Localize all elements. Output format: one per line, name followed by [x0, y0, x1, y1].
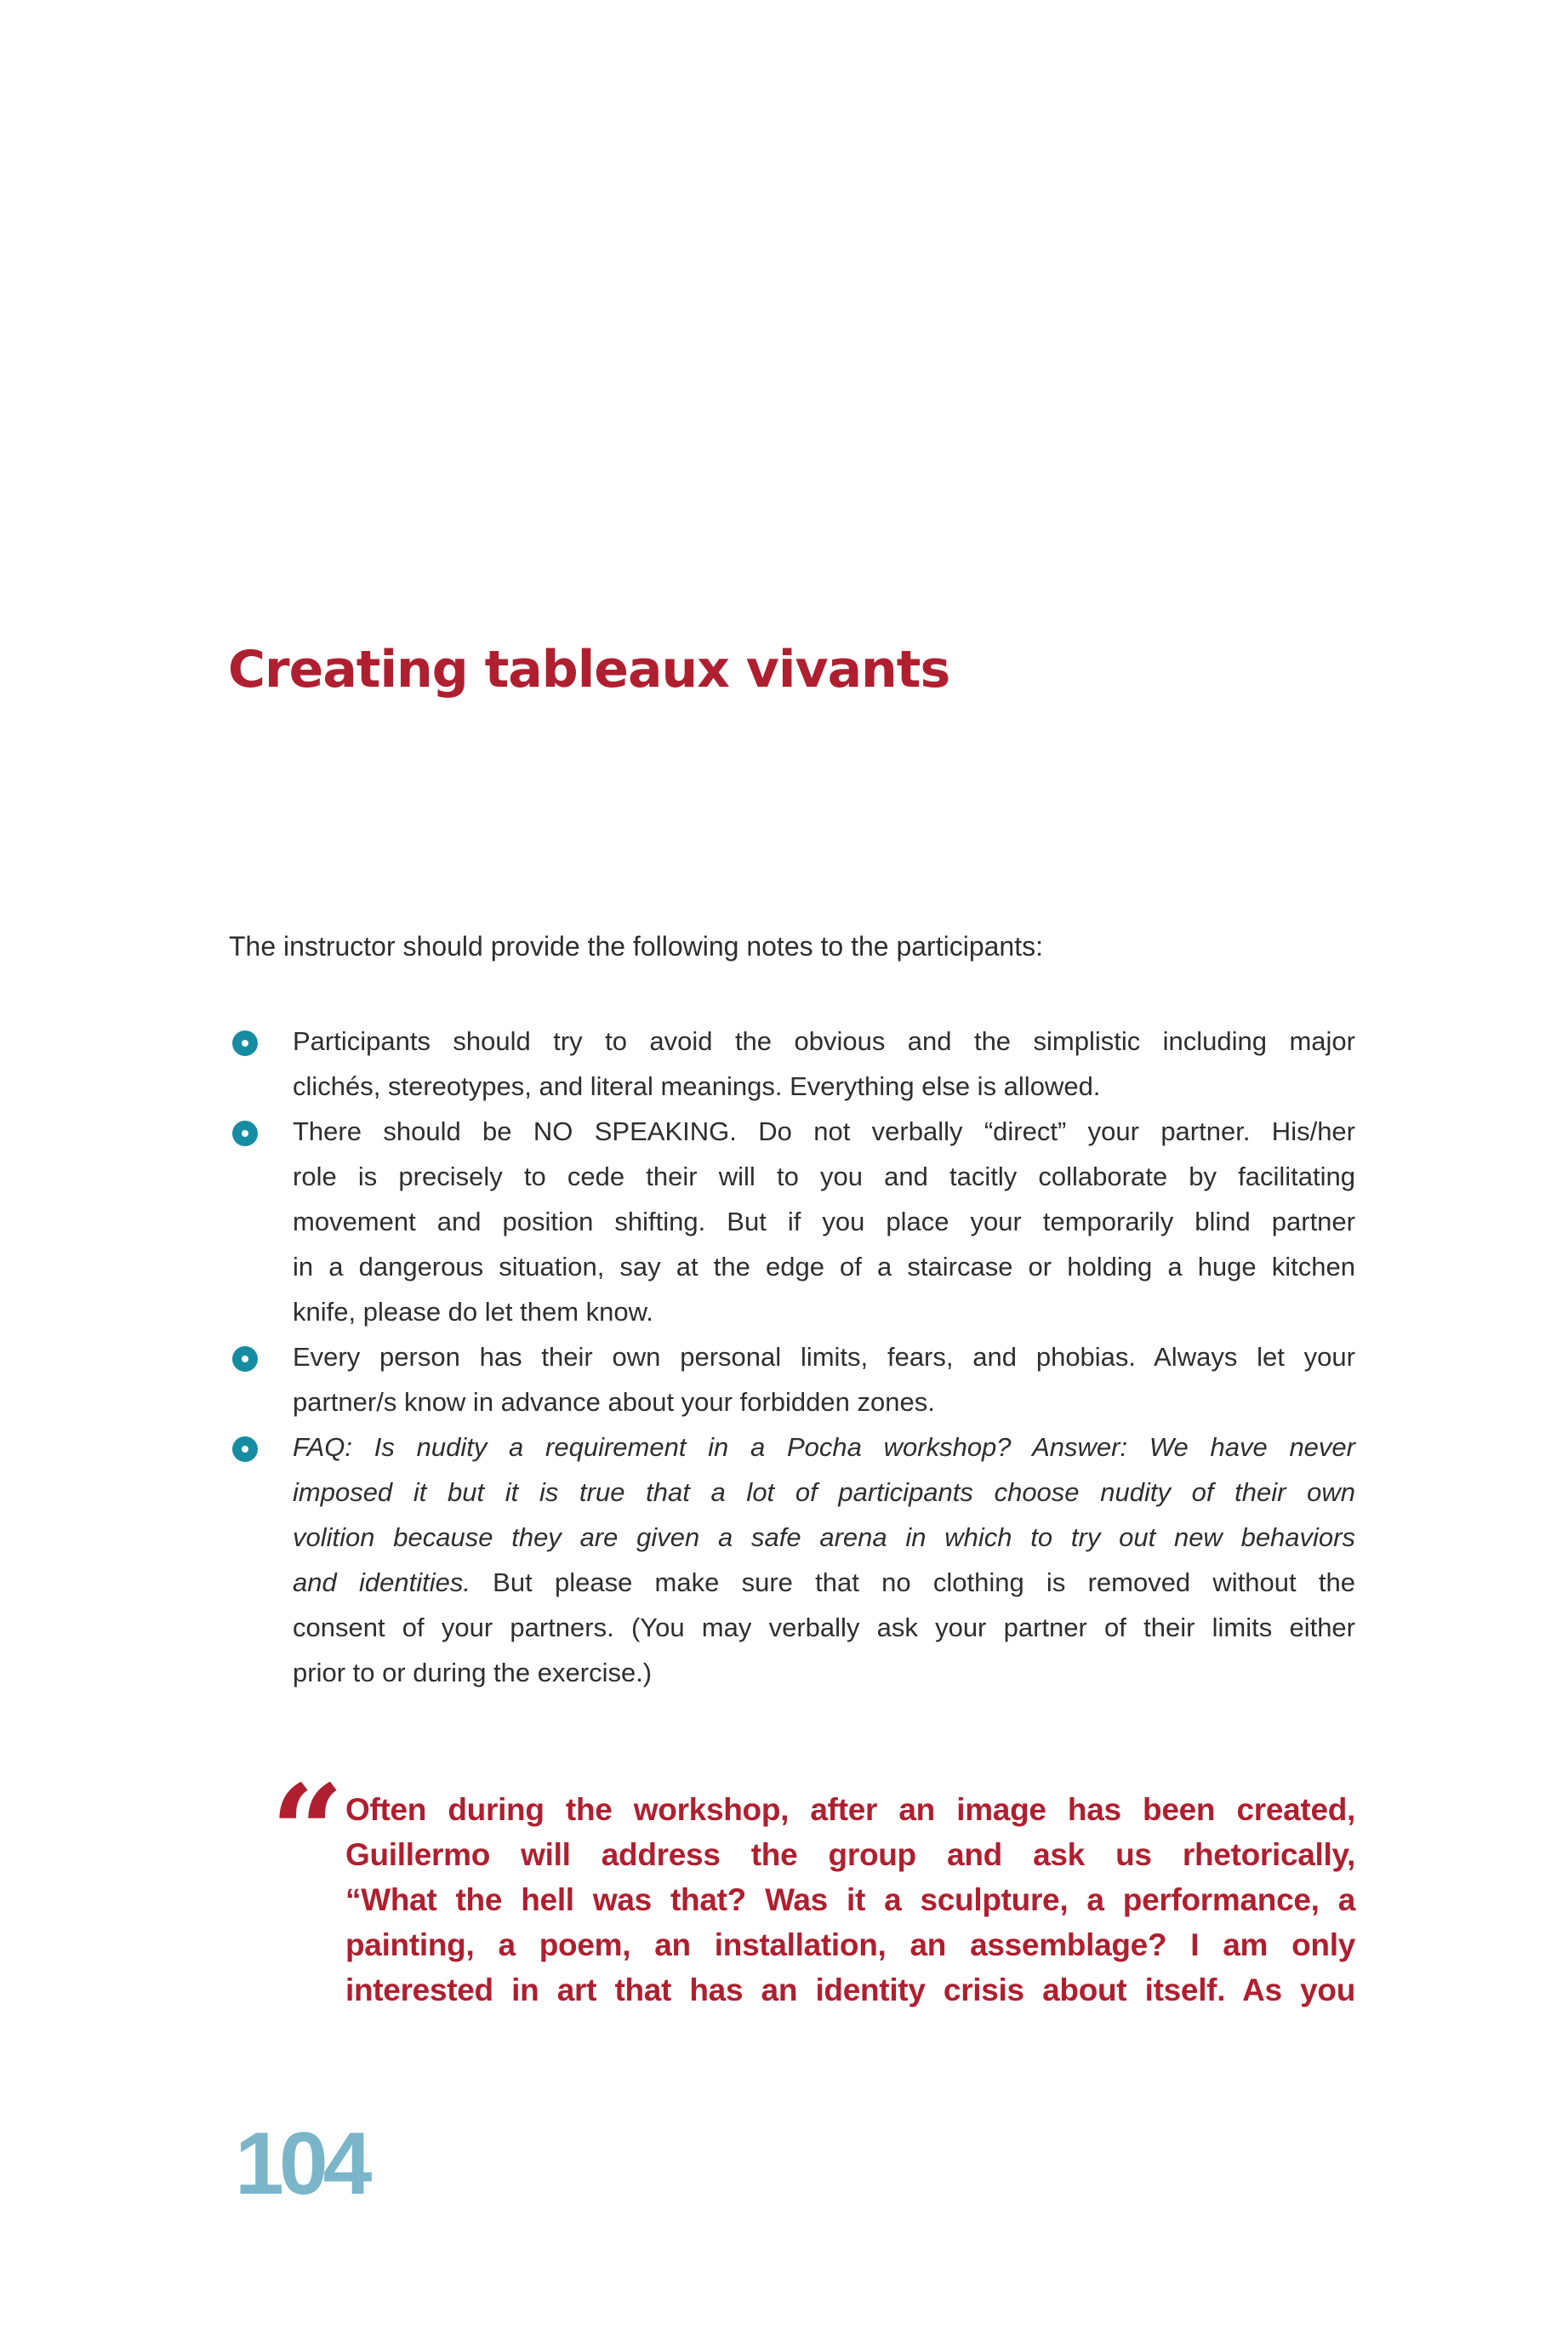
text-line: volition because they are given a safe arena in which to try out new behaviors [293, 1522, 1355, 1552]
quote-line: painting, a poem, an installation, an assemblage? I am only [345, 1927, 1355, 1962]
text-line: role is precisely to cede their will to you and tacitly collaborate by facilitating [293, 1162, 1355, 1191]
notes-list [293, 1019, 1355, 1695]
text-line: There should be NO SPEAKING. Do not verbally “direct” your partner. His/her [293, 1116, 1355, 1146]
quote-line: interested in art that has an identity crisis about itself. As you [345, 1972, 1355, 2007]
bullet-icon [232, 1436, 258, 1462]
text-line: prior to or during the exercise.) [293, 1658, 653, 1687]
bullet-icon [232, 1121, 258, 1146]
normal-text: But please make sure that no clothing is removed without the [470, 1567, 1355, 1597]
list-item [293, 1019, 1355, 1109]
pull-quote [345, 1787, 1355, 2012]
text-line: clichés, stereotypes, and literal meanings. Everything else is allowed. [293, 1071, 1101, 1101]
text-line: partner/s know in advance about your forbidden zones. [293, 1387, 935, 1417]
text-line: Participants should try to avoid the obvious and the simplistic including major [293, 1026, 1355, 1056]
text-line: consent of your partners. (You may verbally ask your partner of their limits either [293, 1613, 1355, 1642]
italic-text: and identities. [293, 1567, 470, 1597]
text-line: Every person has their own personal limits, fears, and phobias. Always let your [293, 1342, 1355, 1372]
quote-line: Guillermo will address the group and ask us rhetorically, [345, 1837, 1355, 1872]
intro-paragraph: The instructor should provide the following notes to the participants: [229, 931, 1043, 962]
text-line [293, 1560, 1355, 1605]
quote-line: “What the hell was that? Was it a sculpture, a performance, a [345, 1882, 1355, 1917]
list-item [293, 1109, 1355, 1334]
text-line: movement and position shifting. But if you place your temporarily blind partner [293, 1207, 1355, 1236]
bullet-icon [232, 1346, 258, 1372]
section-title: Creating tableaux vivants [228, 640, 950, 699]
list-item [293, 1334, 1355, 1424]
text-line: in a dangerous situation, say at the edge of a staircase or holding a huge kitchen [293, 1252, 1355, 1282]
page-number: 104 [235, 2115, 368, 2213]
bullet-icon [232, 1030, 258, 1056]
text-line: knife, please do let them know. [293, 1297, 653, 1327]
text-line: FAQ: Is nudity a requirement in a Pocha workshop? Answer: We have never [293, 1432, 1355, 1462]
quote-line: Often during the workshop, after an image has been created, [345, 1792, 1355, 1827]
text-line: imposed it but it is true that a lot of participants choose nudity of their own [293, 1477, 1355, 1507]
quote-mark-icon: “ [271, 1757, 345, 1907]
list-item-faq [293, 1424, 1355, 1695]
